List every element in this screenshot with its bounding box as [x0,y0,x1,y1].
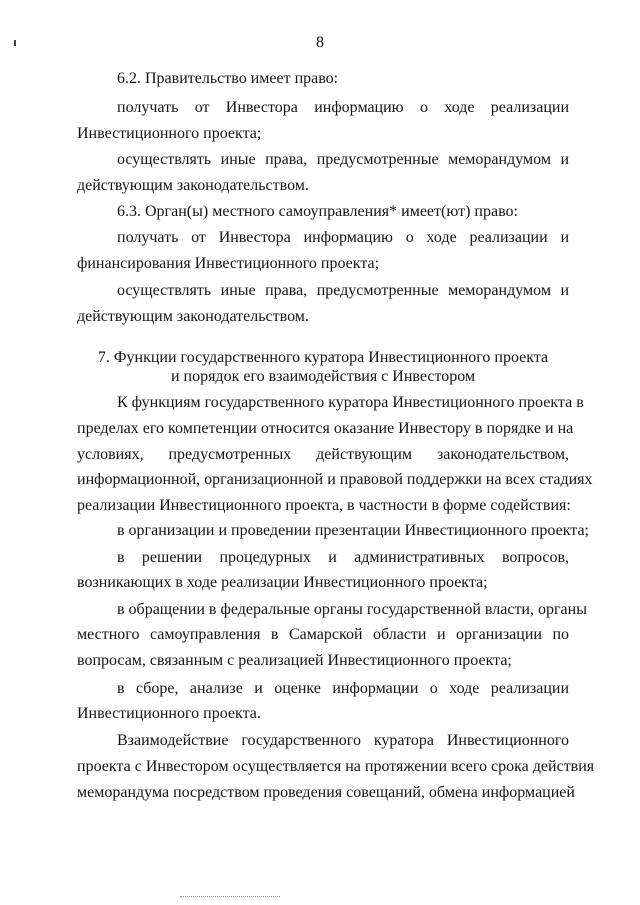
paragraph-line: К функциям государственного куратора Инвестиционного проекта в [117,394,584,411]
section-heading: 7. Функции государственного куратора Инвестиционного проекта [97,349,549,366]
paragraph-line: возникающих в ходе реализации Инвестиционного проекта; [77,574,488,591]
paragraph-line: осуществлять иные права, предусмотренные меморандумом и [117,282,569,299]
paragraph-line: получать от Инвестора информацию о ходе реализации [117,99,569,116]
paragraph-line: проекта с Инвестором осуществляется на протяжении всего срока действия [77,758,595,775]
paragraph-line: 6.2. Правительство имеет право: [117,70,339,87]
paragraph-line: условиях, предусмотренных действующим законодательством, [77,446,569,463]
paragraph-line: Инвестиционного проекта; [77,125,262,142]
paragraph-line: в сборе, анализе и оценке информации о ходе реализации [117,680,569,697]
scan-artifact [180,896,280,897]
paragraph-line: в организации и проведении презентации Инвестиционного проекта; [117,522,589,539]
paragraph-line: Взаимодействие государственного куратора Инвестиционного [117,732,569,749]
paragraph-line: Инвестиционного проекта. [77,705,261,722]
paragraph-line: информационной, организационной и правовой поддержки на всех стадиях [77,471,593,488]
paragraph-line: в обращении в федеральные органы государственной власти, органы [117,601,587,618]
paragraph-line: получать от Инвестора информацию о ходе реализации и [117,229,569,246]
paragraph-line: реализации Инвестиционного проекта, в частности в форме содействия: [77,497,571,514]
paragraph-line: действующим законодательством. [77,177,309,194]
paragraph-line: местного самоуправления в Самарской области и организации по [77,626,569,643]
paragraph-line: в решении процедурных и административных вопросов, [117,549,569,566]
paragraph-line: меморандума посредством проведения совещаний, обмена информацией [77,784,575,801]
paragraph-line: вопросам, связанным с реализацией Инвестиционного проекта; [77,652,512,669]
paragraph-line: пределах его компетенции относится оказание Инвестору в порядке и на [77,420,574,437]
paragraph-line: 6.3. Орган(ы) местного самоуправления* имеет(ют) право: [117,203,518,220]
page-number: 8 [316,34,324,51]
section-heading: и порядок его взаимодействия с Инвестором [170,368,476,385]
paragraph-line: финансирования Инвестиционного проекта; [77,255,380,272]
paragraph-line: действующим законодательством. [77,308,309,325]
scan-speck [14,40,16,46]
paragraph-line: осуществлять иные права, предусмотренные меморандумом и [117,151,569,168]
